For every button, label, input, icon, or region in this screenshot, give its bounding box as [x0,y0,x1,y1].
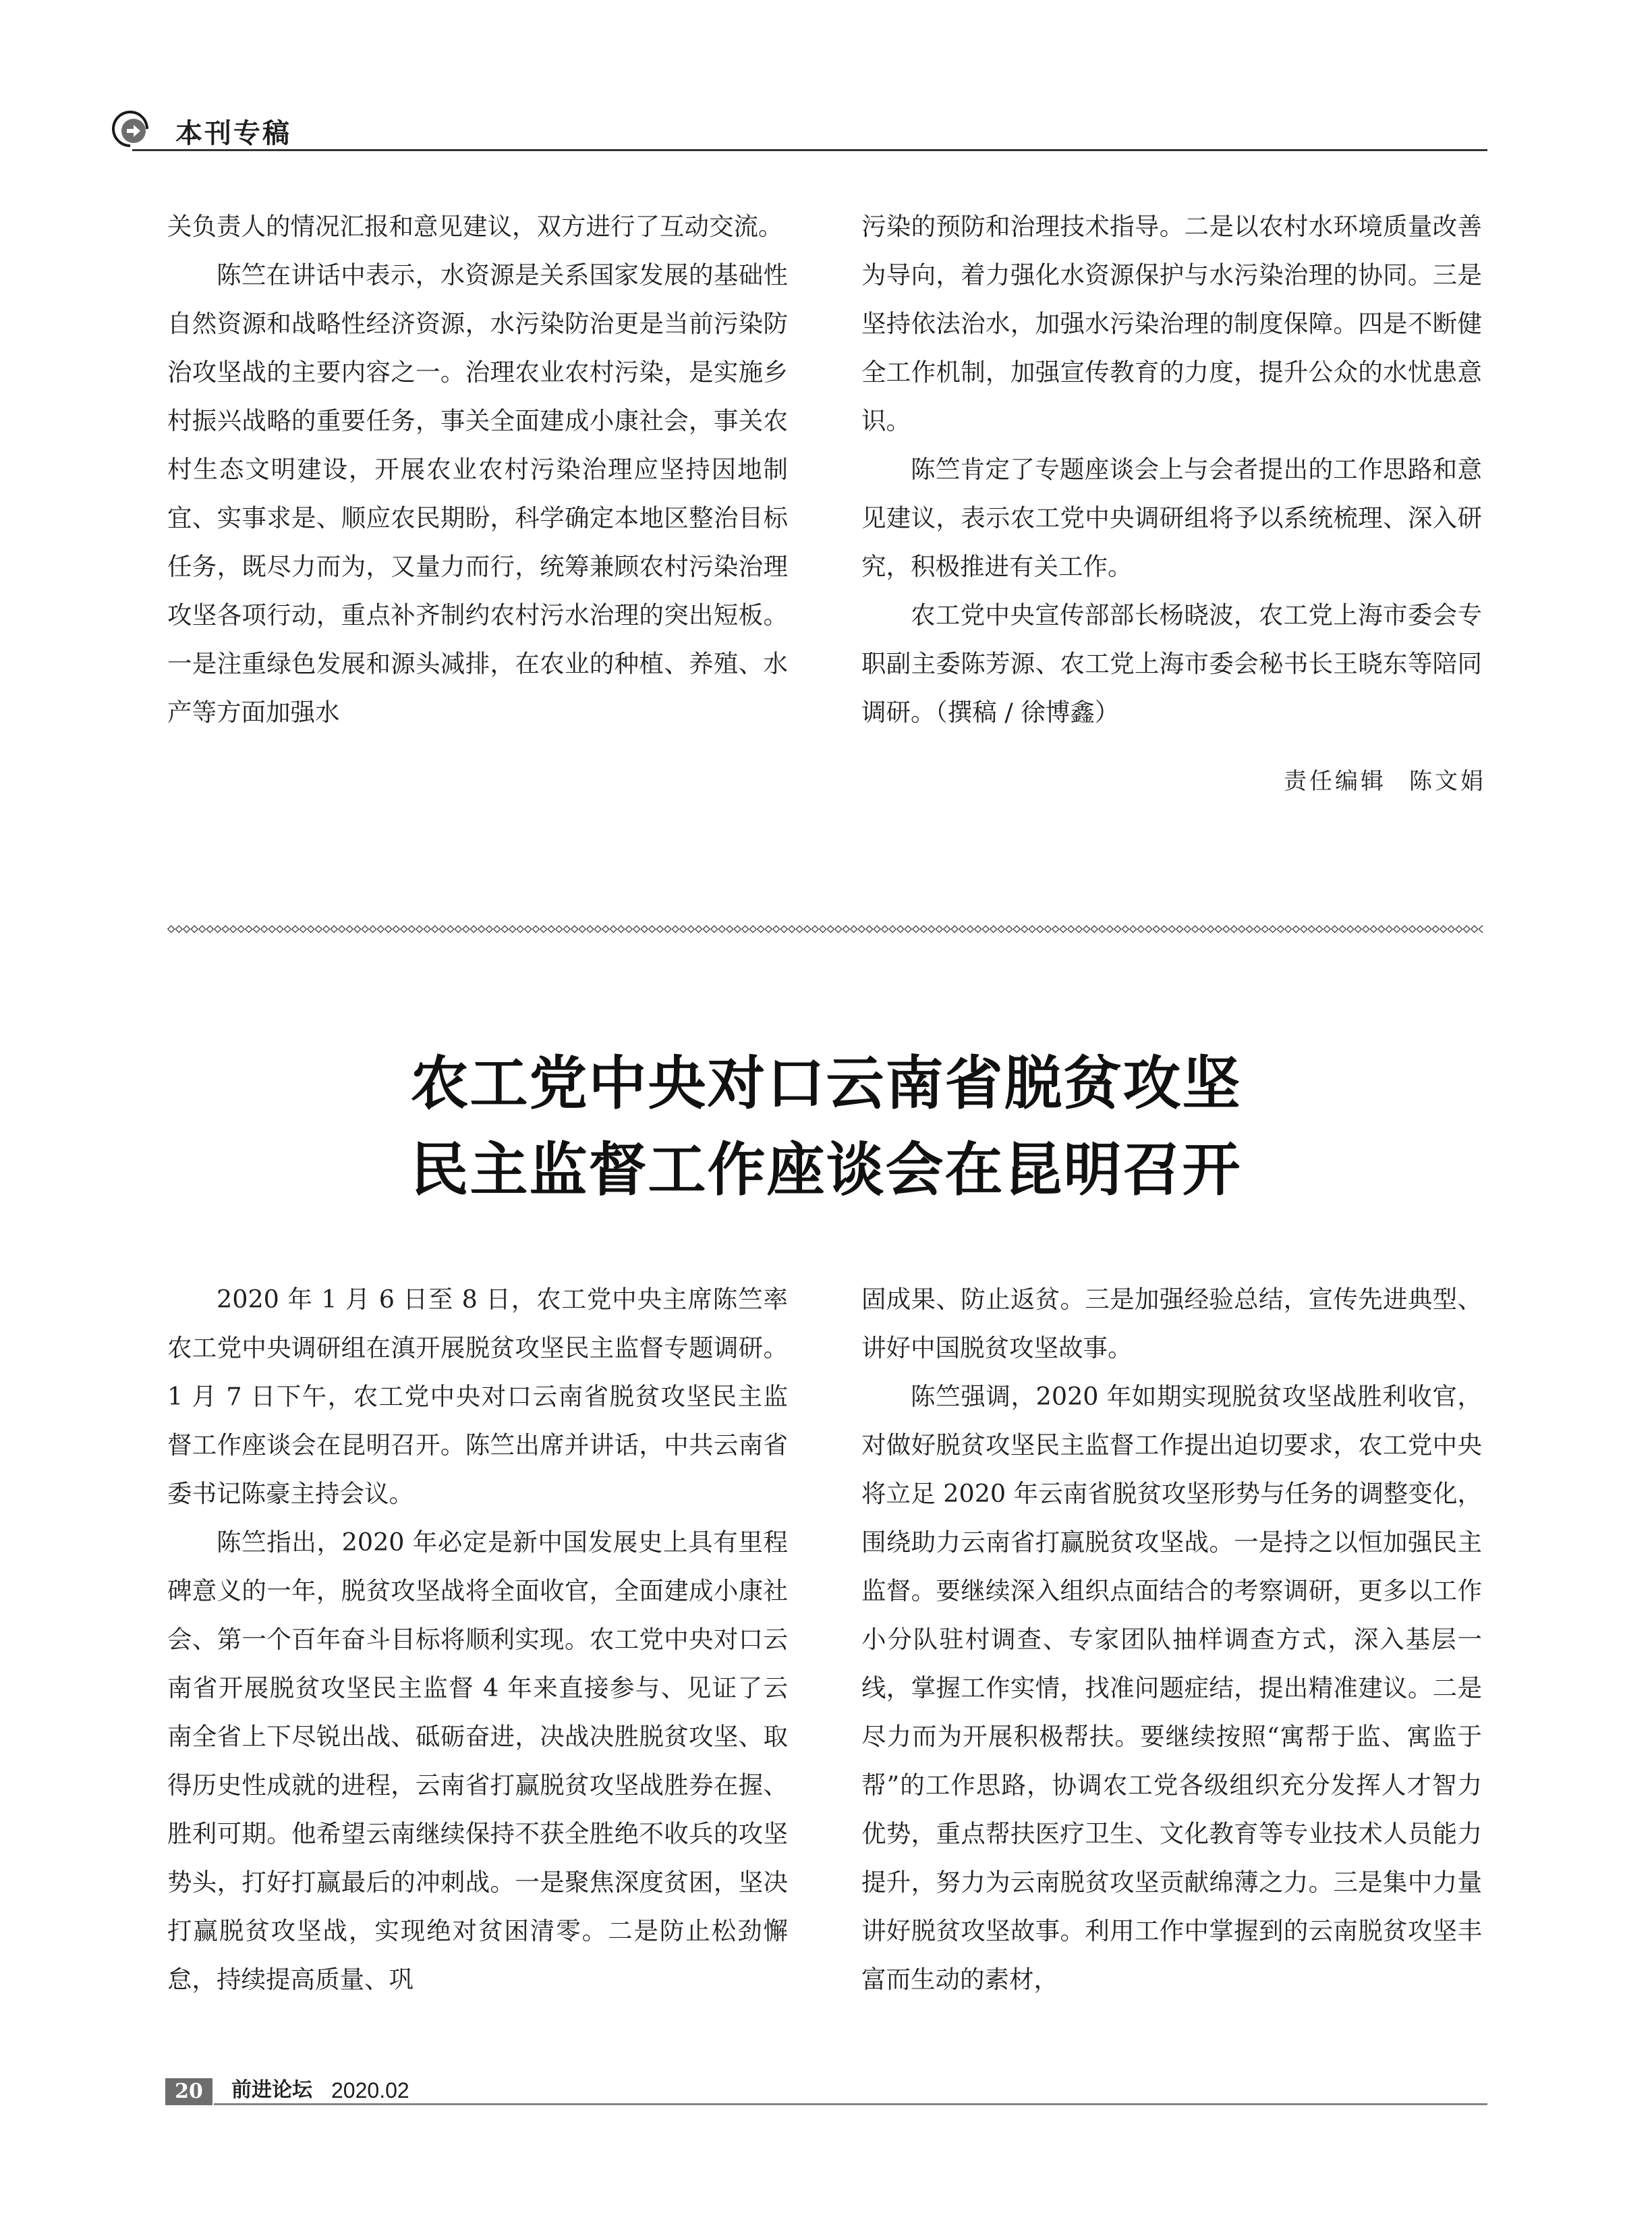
section-label: 本刊专稿 [175,118,291,149]
arrow-right-circle-icon [121,119,146,143]
paragraph: 陈竺在讲话中表示，水资源是关系国家发展的基础性自然资源和战略性经济资源，水污染防治更是当前污染防治攻坚战的主要内容之一。治理农业农村污染，是实施乡村振兴战略的重要任务，事关全面建成小康社会，事关农村生态文明建设，开展农业农村污染治理应坚持因地制宜、实事求是、顺应农民期盼，科学确定本地区整治目标任务，既尽力而为，又量力而行，统筹兼顾农村污染治理攻坚各项行动，重点补齐制约农村污水治理的突出短板。一是注重绿色发展和源头减排，在农业的种植、养殖、水产等方面加强水 [167,260,788,727]
editor-label: 责任编辑 [1284,768,1386,795]
paragraph: 陈竺指出，2020 年必定是新中国发展史上具有里程碑意义的一年，脱贫攻坚战将全面收官，全面建成小康社会、第一个百年奋斗目标将顺利实现。农工党中央对口云南省开展脱贫攻坚民主监督 4 年来直接参与、见证了云南全省上下尽锐出战、砥砺奋进，决战决胜脱贫攻坚、取得历史性成就的进程，云南省打赢脱贫攻坚战胜券在握、胜利可期。他希望云南继续保持不获全胜绝不收兵的攻坚势头，打好打赢最后的冲刺战。一是聚焦深度贫困，坚决打赢脱贫攻坚战，实现绝对贫困清零。二是防止松劲懈怠，持续提高质量、巩 [167,1528,788,1994]
article-left-column [167,1275,788,2004]
diamond-divider [167,924,1483,935]
editor-credit [1284,762,1486,796]
running-header [108,108,1487,155]
article-right-column [861,1275,1482,2004]
paragraph: 陈竺肯定了专题座谈会上与会者提出的工作思路和意见建议，表示农工党中央调研组将予以系统梳理、深入研究，积极推进有关工作。 [861,455,1482,581]
footer-rule [214,2103,1487,2105]
article-title-line-2: 民主监督工作座谈会在昆明召开 [410,1136,1242,1204]
page-number: 20 [165,2078,212,2105]
paragraph: 关负责人的情况汇报和意见建议，双方进行了互动交流。 [167,212,783,241]
article-title [0,1040,1652,1213]
paragraph: 固成果、防止返贫。三是加强经验总结，宣传先进典型、讲好中国脱贫攻坚故事。 [861,1285,1482,1362]
page-footer [165,2078,1487,2107]
article-title-line-1: 农工党中央对口云南省脱贫攻坚 [410,1050,1242,1117]
paragraph: 农工党中央宣传部部长杨晓波，农工党上海市委会专职副主委陈芳源、农工党上海市委会秘书长王晓东等陪同调研。（撰稿 / 徐博鑫） [861,601,1482,727]
paragraph: 2020 年 1 月 6 日至 8 日，农工党中央主席陈竺率农工党中央调研组在滇开展脱贫攻坚民主监督专题调研。1 月 7 日下午，农工党中央对口云南省脱贫攻坚民主监督工作座谈会在昆明召开。陈竺出席并讲话，中共云南省委书记陈豪主持会议。 [167,1285,788,1508]
issue-number: 2020.02 [331,2078,409,2103]
journal-name: 前进论坛 [231,2078,312,2102]
paragraph: 陈竺强调，2020 年如期实现脱贫攻坚战胜利收官，对做好脱贫攻坚民主监督工作提出迫切要求，农工党中央将立足 2020 年云南省脱贫攻坚形势与任务的调整变化，围绕助力云南省打赢脱贫攻坚战。一是持之以恒加强民主监督。要继续深入组织点面结合的考察调研，更多以工作小分队驻村调查、专家团队抽样调查方式，深入基层一线，掌握工作实情，找准问题症结，提出精准建议。二是尽力而为开展积极帮扶。要继续按照“寓帮于监、寓监于帮”的工作思路，协调农工党各级组织充分发挥人才智力优势，重点帮扶医疗卫生、文化教育等专业技术人员能力提升，努力为云南脱贫攻坚贡献绵薄之力。三是集中力量讲好脱贫攻坚故事。利用工作中掌握到的云南脱贫攻坚丰富而生动的素材， [861,1382,1482,1994]
paragraph: 污染的预防和治理技术指导。二是以农村水环境质量改善为导向，着力强化水资源保护与水污染治理的协同。三是坚持依法治水，加强水污染治理的制度保障。四是不断健全工作机制，加强宣传教育的力度，提升公众的水忧患意识。 [861,212,1482,435]
prev-article-right-column [861,202,1482,737]
header-rule [132,149,1487,151]
editor-name: 陈文娟 [1409,768,1486,795]
prev-article-left-column [167,202,788,737]
